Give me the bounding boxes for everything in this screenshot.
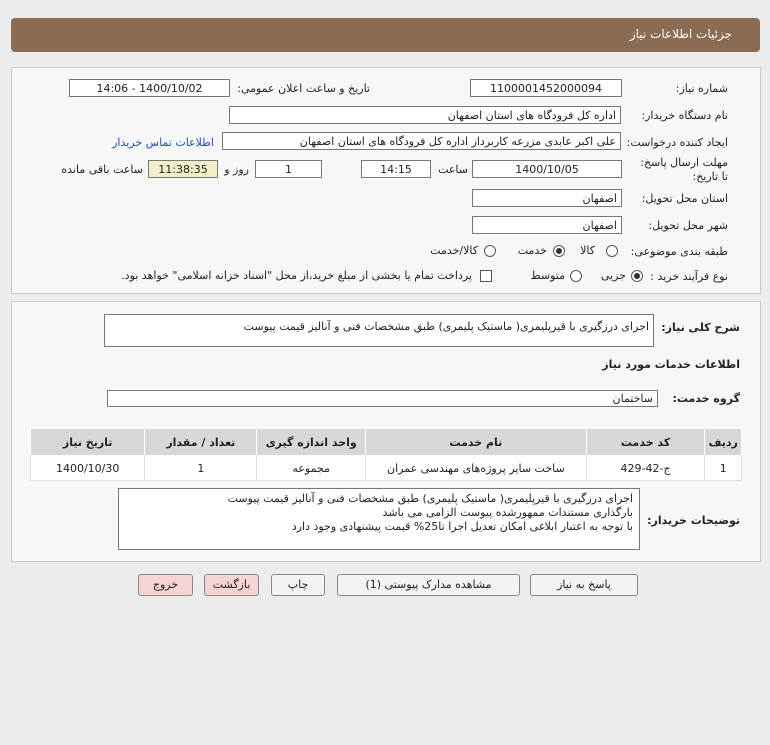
days-field: 1 (255, 160, 322, 178)
summary-label: شرح کلی نیاز: (661, 321, 740, 334)
category-radio-service[interactable] (553, 245, 565, 257)
services-section-title: اطلاعات خدمات مورد نیاز (602, 358, 740, 371)
buyer-label: نام دستگاه خریدار: (641, 109, 728, 122)
page-header (11, 18, 760, 52)
need-number-field: 1100001452000094 (470, 79, 622, 97)
deadline-date-field: 1400/10/05 (472, 160, 622, 178)
col-unit: واحد اندازه گیری (257, 429, 366, 456)
page-title: جزئیات اطلاعات نیاز (629, 27, 732, 41)
treasury-payment-note: پرداخت تمام یا بخشی از مبلغ خرید،از محل "اسناد خزانه اسلامی" خواهد بود. (121, 269, 472, 282)
cell-service-name: ساخت سایر پروژه‌های مهندسی عمران (366, 456, 587, 481)
deadline-label: مهلت ارسال پاسخ: تا تاریخ: (640, 156, 728, 183)
view-attachments-button[interactable]: مشاهده مدارک پیوستی (1) (337, 574, 520, 596)
process-label: نوع فرآیند خرید : (650, 270, 728, 283)
back-button[interactable]: بازگشت (204, 574, 259, 596)
col-row: ردیف (705, 429, 742, 456)
col-need-date: تاریخ نیاز (31, 429, 145, 456)
remaining-label: ساعت باقی مانده (61, 163, 143, 176)
city-label: شهر محل تحویل: (648, 219, 728, 232)
process-radio-minor[interactable] (631, 270, 643, 282)
table-header-row (31, 429, 742, 456)
province-label: استان محل تحویل: (641, 192, 728, 205)
category-radio-goods[interactable] (606, 245, 618, 257)
announce-label: تاریخ و ساعت اعلان عمومی: (237, 82, 370, 95)
process-radio-medium[interactable] (570, 270, 582, 282)
cell-service-code: ج-42-429 (586, 456, 705, 481)
creator-field: علی اکبر عابدی مزرعه کاربرداز اداره کل فرودگاه های استان اصفهان (222, 132, 621, 150)
category-label: طبقه بندی موضوعی: (630, 245, 728, 258)
process-option-minor: جزیی (600, 269, 626, 282)
process-option-medium: متوسط (530, 269, 565, 282)
col-service-name: نام خدمت (366, 429, 587, 456)
days-label: روز و (224, 163, 249, 176)
creator-label: ایجاد کننده درخواست: (626, 136, 728, 149)
exit-button[interactable]: خروج (138, 574, 193, 596)
category-option-goods-service: کالا/خدمت (430, 244, 478, 257)
col-quantity: تعداد / مقدار (145, 429, 257, 456)
cell-row: 1 (705, 456, 742, 481)
buyer-contact-link[interactable]: اطلاعات تماس خریدار (112, 136, 214, 149)
city-field: اصفهان (472, 216, 622, 234)
category-option-goods: کالا (580, 244, 595, 257)
buyer-field: اداره کل فرودگاه های استان اصفهان (229, 106, 621, 124)
category-radio-goods-service[interactable] (484, 245, 496, 257)
buyer-notes-line: با توجه به اعتبار ابلاغی امکان تعدیل اجرا تا25% قیمت پیشنهادی وجود دارد (291, 520, 633, 533)
need-number-label: شماره نیاز: (675, 82, 728, 95)
col-service-code: کد خدمت (586, 429, 705, 456)
cell-quantity: 1 (145, 456, 257, 481)
remaining-time-field: 11:38:35 (148, 160, 218, 178)
table-row (31, 456, 742, 481)
buyer-notes-line: اجرای درزگیری با قیرپلیمری( ماستیک پلیمری) طبق مشخصات فنی و آنالیز قیمت پیوست (227, 492, 633, 505)
service-group-label: گروه خدمت: (672, 392, 740, 405)
hour-label: ساعت (438, 163, 468, 176)
summary-field: اجرای درزگیری با قیرپلیمری( ماستیک پلیمری) طبق مشخصات فنی و آنالیز قیمت پیوست (104, 314, 654, 347)
service-group-field: ساختمان (107, 390, 658, 407)
buyer-notes-label: توضیحات خریدار: (647, 514, 740, 527)
announce-field: 1400/10/02 - 14:06 (69, 79, 230, 97)
treasury-payment-checkbox[interactable] (480, 270, 492, 282)
cell-need-date: 1400/10/30 (31, 456, 145, 481)
deadline-time-field: 14:15 (361, 160, 431, 178)
reply-button[interactable]: پاسخ به نیاز (530, 574, 638, 596)
category-option-service: خدمت (517, 244, 547, 257)
services-table (30, 428, 742, 481)
cell-unit: مجموعه (257, 456, 366, 481)
province-field: اصفهان (472, 189, 622, 207)
buyer-notes-line: بارگذاری مستندات ممهورشده پیوست الزامی می باشد (382, 506, 633, 519)
print-button[interactable]: چاپ (271, 574, 325, 596)
buyer-notes-field (118, 488, 640, 550)
